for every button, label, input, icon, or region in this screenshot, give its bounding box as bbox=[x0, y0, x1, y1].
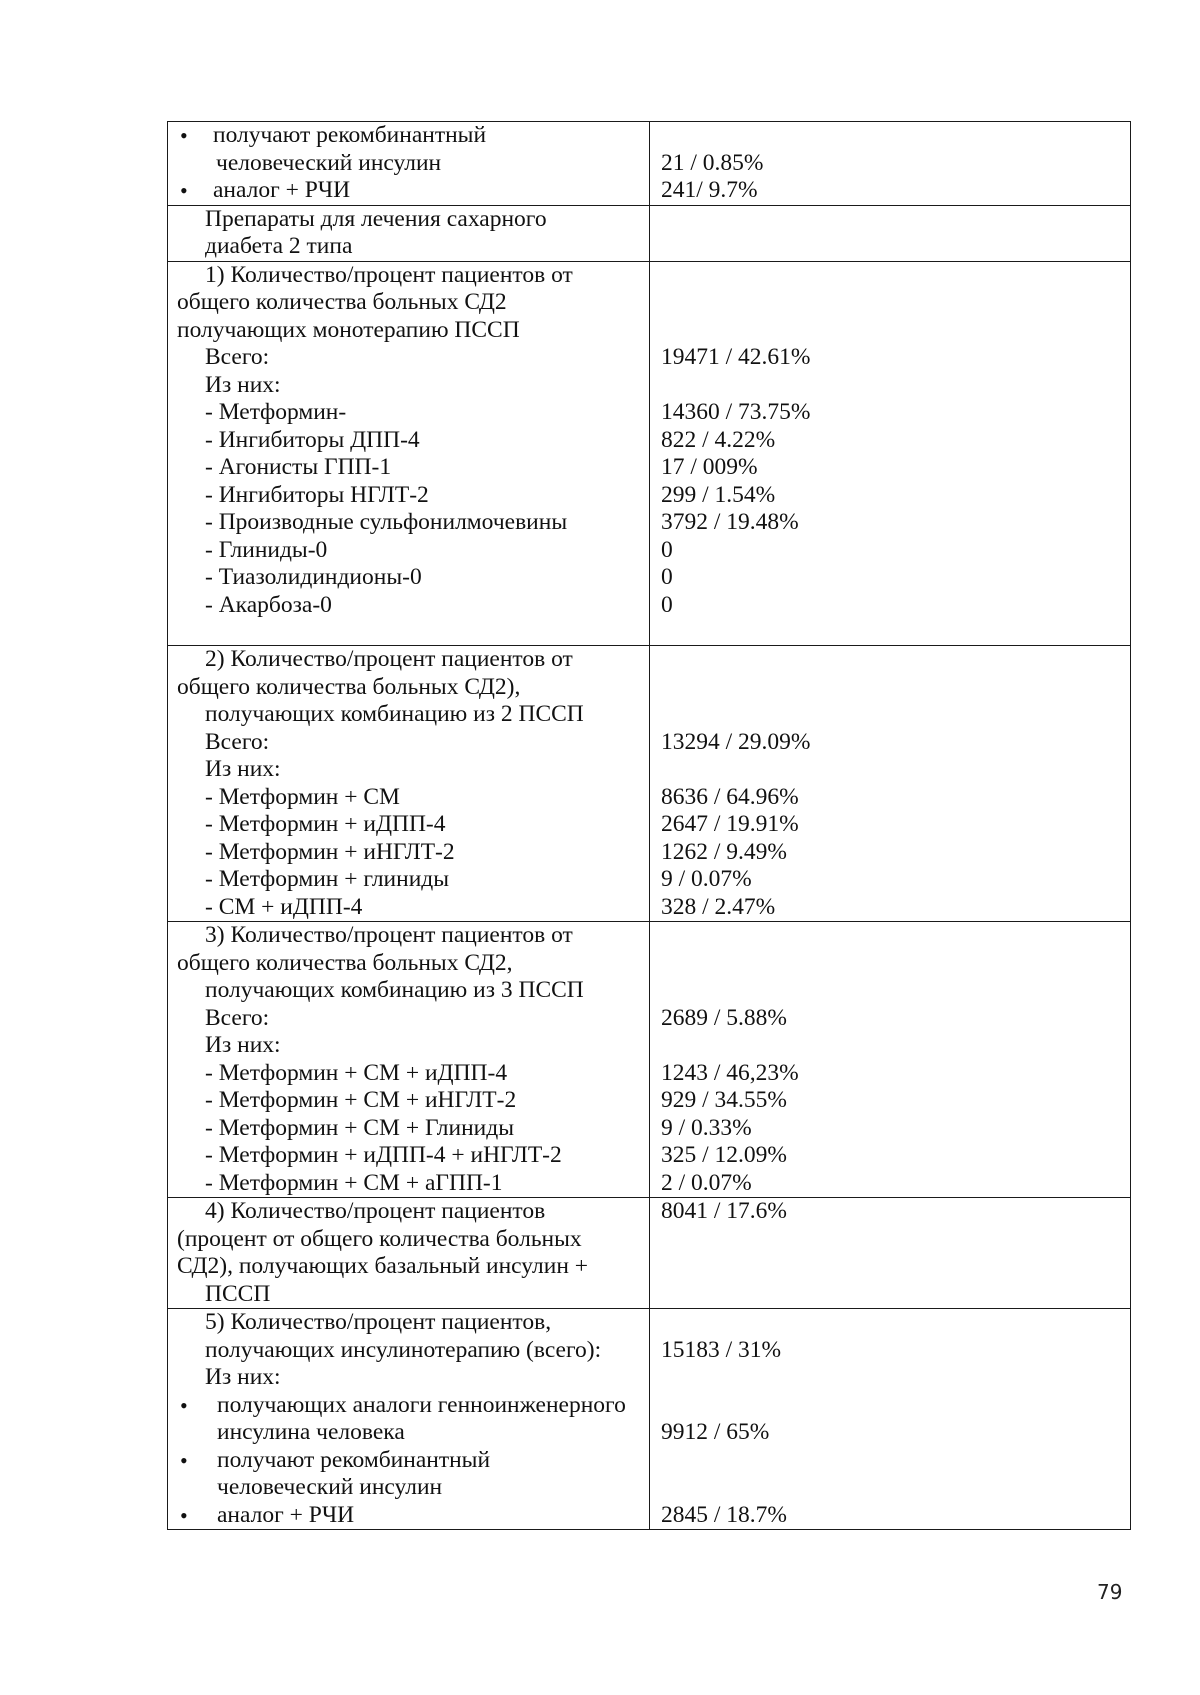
sub-item-label: - Метформин + СМ + аГПП-1 bbox=[205, 1169, 503, 1196]
sub-item-label: - СМ + иДПП-4 bbox=[205, 893, 363, 920]
table-cell-value bbox=[650, 122, 1131, 206]
sub-item-value: 0 bbox=[661, 536, 673, 563]
item-heading: 3) Количество/процент пациентов от bbox=[205, 922, 573, 948]
table-row bbox=[168, 261, 1131, 646]
total-label: Всего: bbox=[205, 728, 270, 755]
list-item: • аналог + РЧИ bbox=[177, 177, 643, 205]
of-them-label: Из них: bbox=[205, 1032, 281, 1058]
sub-item-value: 2647 / 19.91% bbox=[661, 811, 799, 837]
table-cell-value bbox=[650, 261, 1131, 646]
table-row bbox=[168, 646, 1131, 922]
sub-item-label: - Тиазолидиндионы-0 bbox=[205, 564, 422, 590]
sub-item-label: - Производные сульфонилмочевины bbox=[205, 509, 568, 535]
list-item: • аналог + РЧИ bbox=[177, 1502, 643, 1530]
sub-item-value: 14360 / 73.75% bbox=[661, 399, 811, 425]
sub-item-value: 929 / 34.55% bbox=[661, 1087, 787, 1113]
total-value: 2689 / 5.88% bbox=[661, 1004, 787, 1031]
total-value: 13294 / 29.09% bbox=[661, 728, 811, 755]
sub-item-value: 17 / 009% bbox=[661, 454, 758, 480]
sub-item-value: 3792 / 19.48% bbox=[661, 509, 799, 535]
sub-item-value: 328 / 2.47% bbox=[661, 893, 776, 920]
table-cell-value bbox=[650, 1309, 1131, 1530]
item-heading: общего количества больных СД2), bbox=[177, 673, 521, 700]
sub-item-label: - Метформин + иДПП-4 bbox=[205, 811, 446, 837]
item-heading: получающих комбинацию из 2 ПССП bbox=[205, 701, 584, 727]
item-heading: 4) Количество/процент пациентов bbox=[205, 1198, 546, 1224]
sub-item-label: - Метформин + иНГЛТ-2 bbox=[205, 838, 455, 865]
item-heading: получающих монотерапию ПССП bbox=[177, 316, 520, 343]
item-heading: 5) Количество/процент пациентов, bbox=[205, 1309, 552, 1335]
sub-item-value: 0 bbox=[661, 591, 673, 618]
table-cell-label bbox=[168, 205, 650, 261]
table-cell-label bbox=[168, 261, 650, 646]
sub-item-value: 2845 / 18.7% bbox=[661, 1501, 787, 1528]
item-heading: СД2), получающих базальный инсулин + bbox=[177, 1253, 589, 1279]
sub-item-label: - Метформин + иДПП-4 + иНГЛТ-2 bbox=[205, 1142, 562, 1168]
table-row bbox=[168, 1198, 1131, 1309]
item-heading: получающих инсулинотерапию (всего): bbox=[205, 1336, 602, 1363]
sub-item-value: 822 / 4.22% bbox=[661, 426, 776, 453]
of-them-label: Из них: bbox=[205, 756, 281, 782]
total-value: 8041 / 17.6% bbox=[661, 1198, 787, 1224]
table-row bbox=[168, 1309, 1131, 1530]
total-value: 15183 / 31% bbox=[661, 1336, 782, 1363]
sub-item-label: - Метформин + СМ + Глиниды bbox=[205, 1114, 514, 1141]
table-row bbox=[168, 122, 1131, 206]
list-item: • получающих аналоги генноинженерного bbox=[177, 1392, 643, 1420]
sub-item-label: - Метформин + СМ + иДПП-4 bbox=[205, 1059, 508, 1086]
sub-item-label: - Метформин + СМ bbox=[205, 783, 400, 810]
sub-item-label: - Акарбоза-0 bbox=[205, 591, 332, 618]
list-item-continuation: человеческий инсулин bbox=[216, 149, 442, 176]
list-item: • получают рекомбинантный bbox=[177, 1447, 643, 1475]
sub-item-label: - Агонисты ГПП-1 bbox=[205, 454, 392, 480]
of-them-label: Из них: bbox=[205, 1364, 281, 1390]
value-text: 21 / 0.85% bbox=[661, 149, 764, 176]
value-text: 241/ 9.7% bbox=[661, 177, 758, 203]
table-row bbox=[168, 205, 1131, 261]
list-item-continuation: инсулина человека bbox=[217, 1419, 405, 1445]
sub-item-label: - Ингибиторы НГЛТ-2 bbox=[205, 481, 429, 508]
sub-item-value: 2 / 0.07% bbox=[661, 1169, 752, 1196]
sub-item-value: 9 / 0.07% bbox=[661, 866, 752, 892]
table-cell-value bbox=[650, 1198, 1131, 1309]
page-number: 79 bbox=[1097, 1580, 1123, 1604]
sub-item-value: 1262 / 9.49% bbox=[661, 838, 787, 865]
sub-item-value: 0 bbox=[661, 564, 673, 590]
table-cell-label bbox=[168, 1198, 650, 1309]
table-cell-label bbox=[168, 1309, 650, 1530]
statistics-table bbox=[167, 121, 1131, 1530]
total-value: 19471 / 42.61% bbox=[661, 344, 811, 370]
item-heading: (процент от общего количества больных bbox=[177, 1225, 582, 1252]
table-cell-label bbox=[168, 922, 650, 1198]
table-cell-label bbox=[168, 646, 650, 922]
item-heading: 2) Количество/процент пациентов от bbox=[205, 646, 573, 672]
total-label: Всего: bbox=[205, 344, 270, 370]
item-heading: общего количества больных СД2, bbox=[177, 949, 513, 976]
list-item: • получают рекомбинантный bbox=[177, 122, 643, 150]
section-heading: диабета 2 типа bbox=[205, 233, 353, 259]
sub-item-value: 1243 / 46,23% bbox=[661, 1059, 799, 1086]
sub-item-value: 325 / 12.09% bbox=[661, 1142, 787, 1168]
sub-item-label: - Метформин- bbox=[205, 399, 347, 425]
of-them-label: Из них: bbox=[205, 371, 281, 398]
item-heading: общего количества больных СД2 bbox=[177, 289, 507, 315]
total-label: Всего: bbox=[205, 1004, 270, 1031]
sub-item-label: - Метформин + глиниды bbox=[205, 866, 450, 892]
item-heading: 1) Количество/процент пациентов от bbox=[205, 261, 573, 288]
sub-item-label: - Ингибиторы ДПП-4 bbox=[205, 426, 420, 453]
sub-item-value: 299 / 1.54% bbox=[661, 481, 776, 508]
sub-item-value: 9912 / 65% bbox=[661, 1419, 770, 1445]
sub-item-label: - Глиниды-0 bbox=[205, 536, 328, 563]
item-heading: ПССП bbox=[205, 1280, 271, 1307]
sub-item-label: - Метформин + СМ + иНГЛТ-2 bbox=[205, 1087, 517, 1113]
list-item-continuation: человеческий инсулин bbox=[217, 1474, 443, 1500]
item-heading: получающих комбинацию из 3 ПССП bbox=[205, 977, 584, 1003]
table-cell-value bbox=[650, 922, 1131, 1198]
section-heading: Препараты для лечения сахарного bbox=[205, 205, 547, 232]
table-cell-value bbox=[650, 205, 1131, 261]
sub-item-value: 9 / 0.33% bbox=[661, 1114, 752, 1141]
sub-item-value: 8636 / 64.96% bbox=[661, 783, 799, 810]
table-row bbox=[168, 922, 1131, 1198]
table-cell-label bbox=[168, 122, 650, 206]
table-cell-value bbox=[650, 646, 1131, 922]
